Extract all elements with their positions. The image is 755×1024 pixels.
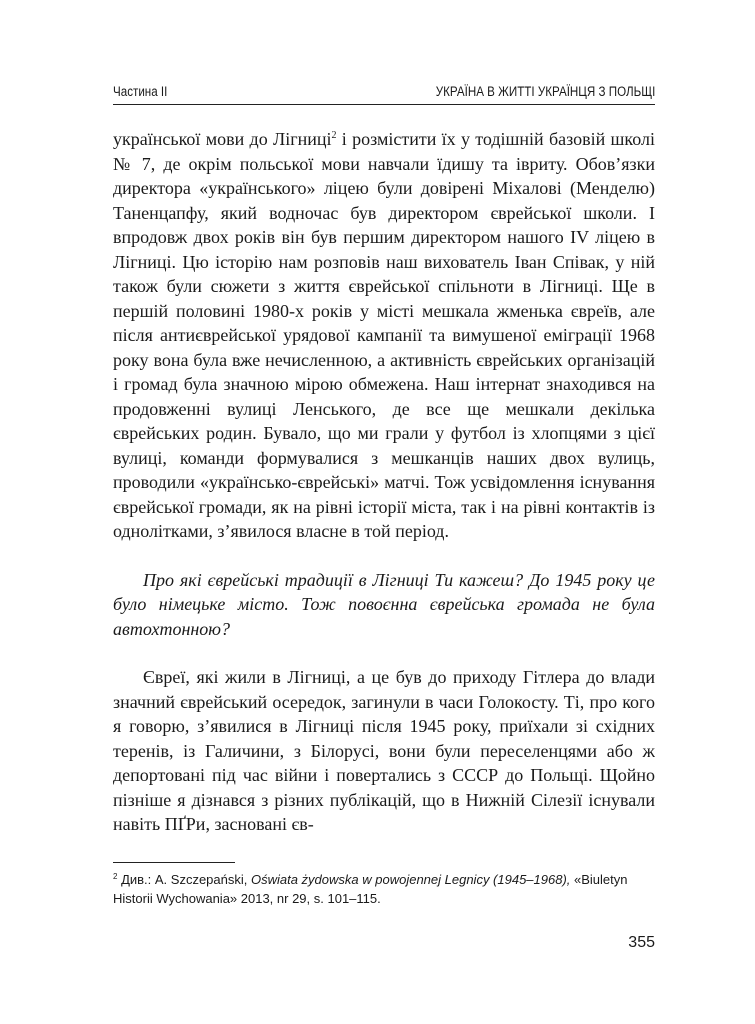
footnote-reference: 2	[331, 130, 337, 141]
footnote-title: Oświata żydowska w powojennej Legnicy (1945–1968),	[250, 872, 571, 887]
footnote-prefix: Див.: A. Szczepański,	[117, 872, 251, 887]
header-rule	[113, 104, 655, 105]
running-head-title: УКРАЇНА В ЖИТТІ УКРАЇНЦЯ З ПОЛЬЩІ	[435, 84, 655, 99]
paragraph-continuation	[113, 127, 655, 544]
footnote-number: 2	[113, 872, 118, 881]
main-text	[113, 127, 655, 837]
running-head	[113, 84, 655, 106]
page-number: 355	[628, 934, 655, 951]
interview-question: Про які єврейські традиції в Лігниці Ти кажеш? До 1945 року це було німецьке місто. Тож повоєнна єврейська громада не була автохтонною?	[113, 569, 655, 639]
footnote-suffix: «Biuletyn Historii Wychowania» 2013, nr 29, s. 101–115.	[113, 872, 628, 906]
footnote	[113, 870, 655, 908]
interview-answer: Євреї, які жили в Лігниці, а це був до приходу Гітлера до влади значний єврейський осередок, загинули в часи Голокосту. Ті, про кого я говорю, з’явилися в Лігниці після 1945 року, приїхали зі східних теренів, із Галичини, з Білорусі, вони були переселенцями або ж депортовані під час війни і повертались з СССР до Польщі. Щойно пізніше я дізнався з різних публікацій, що в Нижній Сілезії існували навіть ПҐРи, засновані єв-	[113, 667, 655, 834]
paragraph-text: і розмістити їх у тодішній базовій школі № 7, де окрім польської мови навчали їдишу та івриту. Обов’язки директора «українського» ліцею були довірені Міхалові (Менделю) Таненцапфу, який водночас був директором єврейської школи. І впродовж двох років він був першим директором нашого IV ліцею в Лігниці. Цю історію нам розповів наш вихователь Іван Співак, у ній також були сюжети з життя єврейської спільноти в Лігниці. Ще в першій половині 1980-х років у місті мешкала жменька євреїв, але після антиєврейської урядової кампанії та вимушеної еміграції 1968 року вона була вже нечисленною, а активність єврейських організацій і громад була значною мірою обмежена. Наш інтернат знаходився на продовженні вулиці Ленського, де все ще мешкали декілька єврейських родин. Бувало, що ми грали у футбол із хлопцями з цієї вулиці, команди формувалися з мешканців наших двох вулиць, проводили «українсько-єврейські» матчі. Тож усвідомлення існування єврейської громади, як на рівні історії міста, так і на рівні контактів із однолітками, з’явилося власне в той період.	[113, 129, 655, 541]
paragraph-text: української мови до Лігниці	[113, 129, 332, 149]
footnote-rule	[113, 862, 235, 863]
running-head-part: Частина II	[113, 84, 168, 99]
